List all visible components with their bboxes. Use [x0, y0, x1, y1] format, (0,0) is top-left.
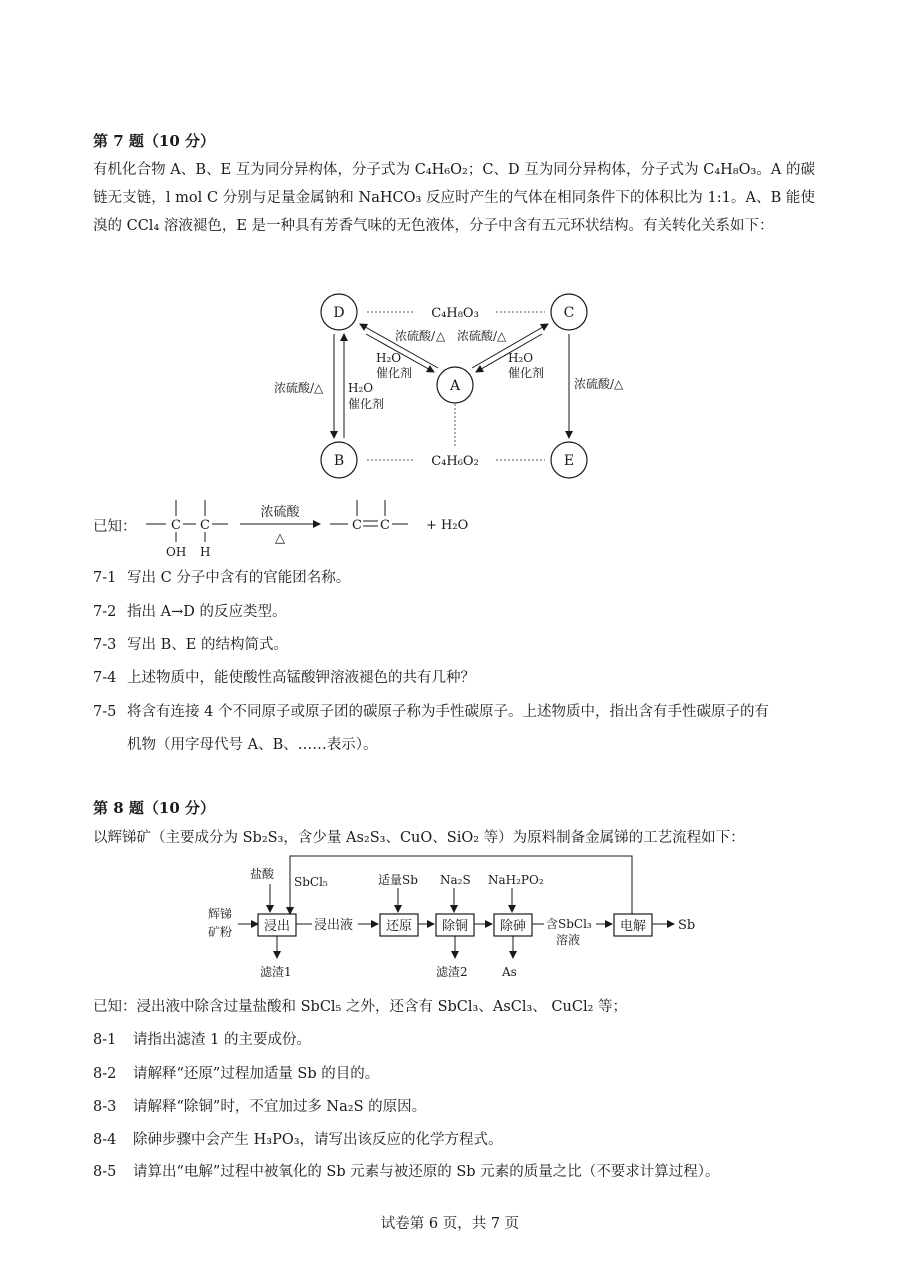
svg-text:C: C [563, 305, 575, 321]
node-B [321, 442, 357, 478]
q7-4: 7-4 上述物质中，能使酸性高锰酸钾溶液褪色的共有几种？ [93, 670, 475, 686]
label-conc-right: 浓硫酸/△ [457, 329, 507, 343]
label-conc-left: 浓硫酸/ [395, 329, 436, 343]
svg-text:A: A [449, 378, 461, 394]
oh-group: OH [166, 545, 187, 559]
label-cat-left: 催化剂 [376, 366, 413, 380]
label-delta-left: △ [436, 329, 446, 343]
label-water-right: H₂O [508, 351, 534, 365]
svg-text:C: C [200, 518, 210, 533]
step-elec: 电解 [619, 919, 647, 934]
q8-intro: 以辉锑矿（主要成分为 Sb₂S₃，含少量 As₂S₃、CuO、SiO₂ 等）为原料制备金属锑的工艺流程如下： [93, 830, 745, 846]
flow-nah2po2: NaH₂PO₂ [488, 873, 544, 887]
q8-title: 第 8 题（10 分） [93, 799, 215, 817]
svg-text:D: D [333, 305, 345, 321]
q8-3: 8-3 请解释“除铜”时，不宜加过多 Na₂S 的原因。 [93, 1099, 427, 1115]
reagent-conc: 浓硫酸 [260, 505, 300, 520]
step-leach: 浸出 [263, 919, 291, 934]
q8-1: 8-1 请指出滤渣 1 的主要成份。 [93, 1032, 311, 1048]
step-as: 除砷 [499, 919, 527, 934]
q8-4: 8-4 除砷步骤中会产生 H₃PO₃，请写出该反应的化学方程式。 [93, 1132, 503, 1148]
formula-c4h6o2: C₄H₆O₂ [431, 454, 479, 469]
page-footer: 试卷第 6 页，共 7 页 [380, 1216, 520, 1232]
q8-process-flow [200, 848, 710, 988]
q7-3: 7-3 写出 B、E 的结构简式。 [93, 637, 288, 653]
label-water-left: H₂O [376, 351, 402, 365]
formula-c4h8o3: C₄H₈O₃ [431, 306, 479, 321]
flow-sb-reagent: 适量Sb [378, 873, 418, 887]
q7-5-cont: 机物（用字母代号 A、B、……表示）。 [127, 737, 378, 753]
svg-text:C: C [380, 518, 390, 533]
flow-sbcl3-2: 溶液 [556, 933, 581, 947]
q7-1: 7-1 写出 C 分子中含有的官能团名称。 [93, 570, 351, 586]
flow-raw-1: 辉锑 [208, 907, 233, 921]
step-cu: 除铜 [441, 919, 469, 934]
condition-delta: △ [275, 531, 285, 546]
node-E [551, 442, 587, 478]
flow-leachate: 浸出液 [314, 918, 354, 933]
q7-intro: 有机化合物 A、B、E 互为同分异构体，分子式为 C₄H₆O₂；C、D 互为同分异构体，分子式为 C₄H₈O₃。A 的碳链无支链，l mol C 分别与足量金属钠和 NaHCO₃ 反应时产生的气体在相同条件下的体积比为 1:1。A、B 能使溴的 CCl₄ 溶液褪色，E 是一种具有芳香气味的无色液体，分子中含有五元环状结构。有关转化关系如下： [93, 162, 815, 234]
label-conc-ce: 浓硫酸/△ [574, 377, 624, 391]
label-cat-right: 催化剂 [508, 366, 545, 380]
svg-text:C: C [171, 518, 181, 533]
label-water-db: H₂O [348, 381, 374, 395]
node-A [437, 367, 473, 403]
flow-residue2: 滤渣2 [436, 965, 468, 979]
h-atom: H [200, 545, 211, 559]
label-conc-db: 浓硫酸/△ [274, 381, 324, 395]
flow-hcl: 盐酸 [250, 867, 275, 881]
svg-text:C: C [352, 518, 362, 533]
flow-raw-2: 矿粉 [208, 925, 233, 939]
known-dehydration-reaction [140, 494, 480, 560]
step-reduce: 还原 [385, 919, 413, 934]
flow-sbcl5: SbCl₅ [294, 875, 328, 889]
flow-product: Sb [678, 918, 696, 933]
svg-text:B: B [333, 453, 345, 469]
q8-5: 8-5 请算出“电解”过程中被氧化的 Sb 元素与被还原的 Sb 元素的质量之比（不要求计算过程）。 [93, 1164, 720, 1180]
label-cat-db: 催化剂 [348, 397, 385, 411]
product-water: + H₂O [426, 518, 469, 533]
q7-title: 第 7 题（10 分） [93, 132, 215, 150]
flow-na2s: Na₂S [440, 873, 471, 887]
flow-sbcl3-1: 含SbCl₃ [546, 917, 592, 931]
q7-known-label: 已知： [93, 519, 137, 535]
flow-residue1: 滤渣1 [260, 965, 292, 979]
node-D [321, 294, 357, 330]
q8-2: 8-2 请解释“还原”过程加适量 Sb 的目的。 [93, 1066, 380, 1082]
q7-2: 7-2 指出 A→D 的反应类型。 [93, 604, 287, 620]
node-C [551, 294, 587, 330]
svg-text:E: E [563, 453, 575, 469]
flow-as: As [502, 965, 517, 979]
q8-known: 已知：浸出液中除含过量盐酸和 SbCl₅ 之外，还含有 SbCl₃、AsCl₃、 CuCl₂ 等； [93, 999, 627, 1015]
q7-5: 7-5 将含有连接 4 个不同原子或原子团的碳原子称为手性碳原子。上述物质中，指出含有手性碳原子的有 [93, 704, 769, 720]
q7-conversion-diagram [260, 288, 640, 488]
